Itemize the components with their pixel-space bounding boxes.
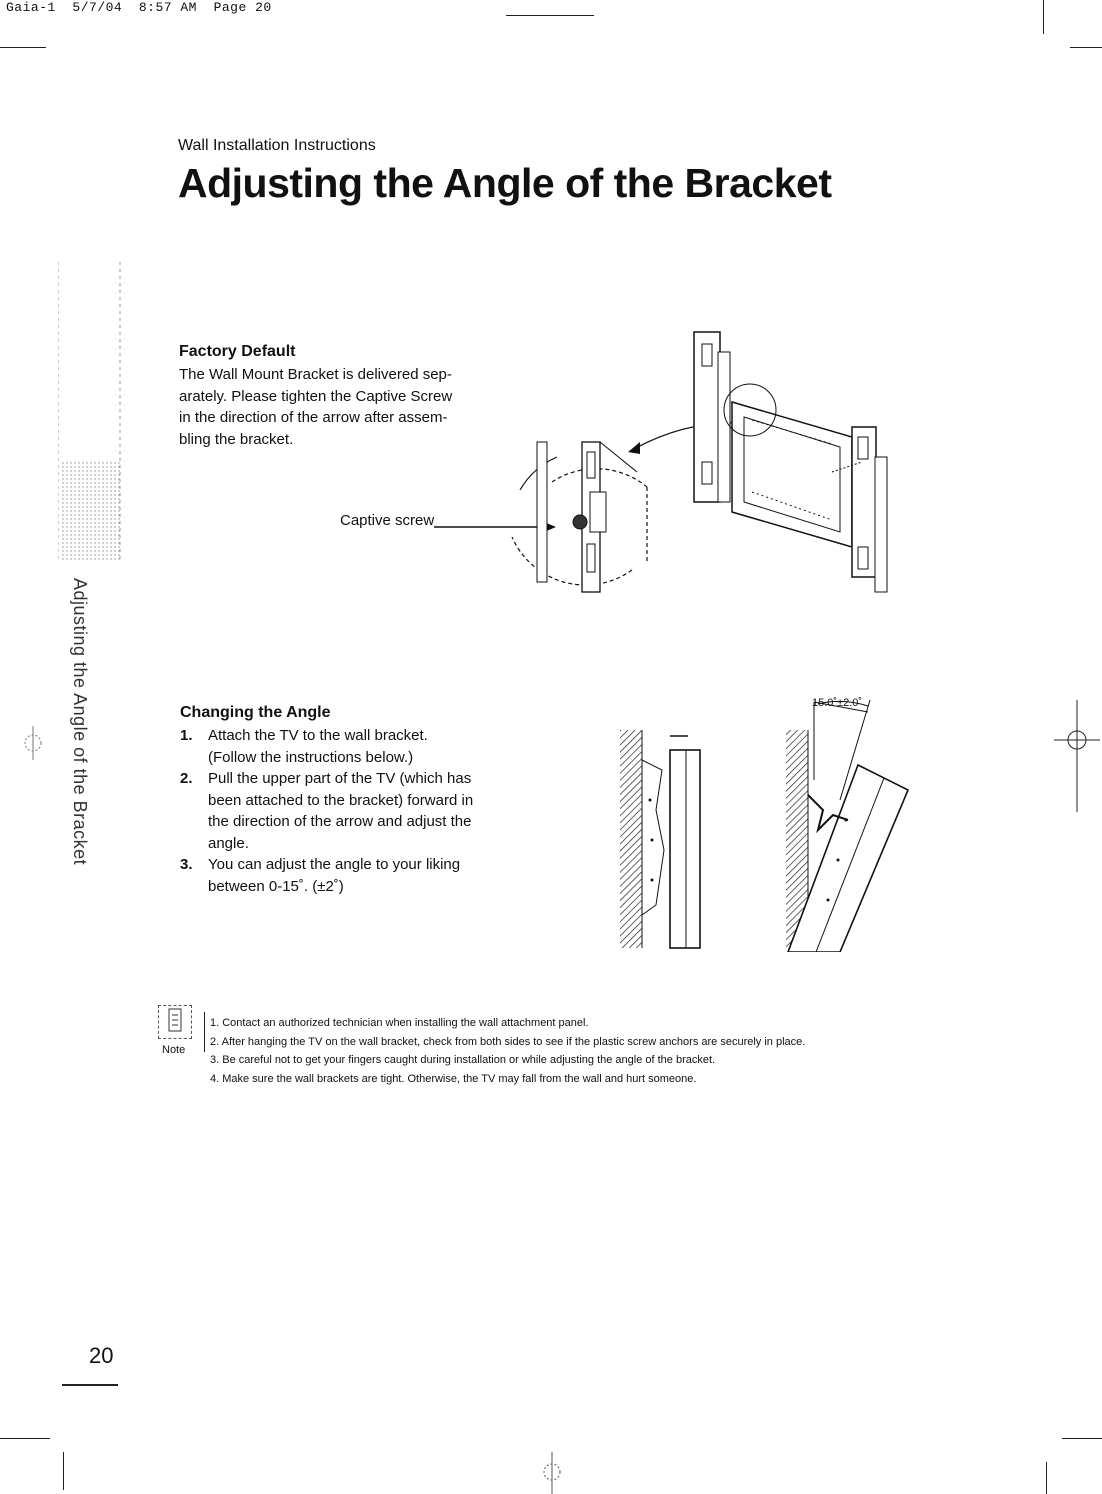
note-label: Note — [162, 1044, 186, 1056]
text-line: between 0-15˚. (±2˚) — [208, 877, 344, 895]
text-line: (Follow the instructions below.) — [208, 748, 414, 766]
changing-angle-heading: Changing the Angle — [180, 704, 331, 721]
note-divider — [204, 1012, 205, 1052]
text-line: You can adjust the angle to your liking — [208, 856, 461, 873]
section-kicker: Wall Installation Instructions — [178, 137, 376, 154]
crop-mark — [0, 1438, 50, 1439]
step-number: 2. — [180, 770, 193, 787]
list-item: 4. Make sure the wall brackets are tight. Otherwise, the TV may fall from the wall and hurt someone. — [210, 1072, 697, 1085]
list-item — [180, 854, 500, 897]
print-page: Page 20 — [213, 0, 272, 15]
registration-mark — [1054, 700, 1100, 812]
step-number: 3. — [180, 856, 193, 873]
side-tab-label: Adjusting the Angle of the Bracket — [70, 578, 90, 866]
registration-mark — [20, 718, 46, 768]
angle-illustration — [618, 690, 918, 952]
page-number: 20 — [89, 1343, 114, 1368]
text-line: arately. Please tighten the Captive Screw — [179, 387, 453, 405]
print-date: 5/7/04 — [72, 0, 123, 15]
text-line: The Wall Mount Bracket is delivered sep- — [179, 366, 452, 383]
print-file: Gaia-1 — [6, 0, 56, 15]
text-line: angle. — [208, 834, 249, 852]
angle-steps — [180, 725, 500, 897]
page-title: Adjusting the Angle of the Bracket — [178, 160, 832, 206]
page-number-rule — [62, 1384, 118, 1386]
text-line: the direction of the arrow and adjust the — [208, 813, 472, 830]
bracket-illustration — [432, 322, 902, 600]
text-line: been attached to the bracket) forward in — [208, 791, 474, 809]
list-item: 3. Be careful not to get your fingers caught during installation or while adjusting the angle of the bracket. — [210, 1054, 716, 1066]
crop-mark — [1070, 47, 1102, 48]
crop-mark — [1062, 1438, 1102, 1439]
crop-mark — [63, 1452, 64, 1490]
text-line: Attach the TV to the wall bracket. — [208, 727, 428, 744]
step-number: 1. — [180, 727, 193, 744]
list-item — [180, 725, 500, 768]
note-list — [210, 1014, 805, 1088]
factory-default-heading: Factory Default — [179, 343, 296, 360]
captive-screw-label: Captive screw — [340, 512, 435, 529]
crop-mark — [0, 47, 46, 48]
text-line: bling the bracket. — [179, 430, 294, 448]
registration-mark — [532, 1452, 572, 1494]
text-line: Pull the upper part of the TV (which has — [208, 770, 472, 787]
crop-mark — [506, 15, 594, 16]
note-icon-glyph — [164, 1007, 186, 1035]
text-line: in the direction of the arrow after assem- — [179, 409, 448, 426]
list-item: 2. After hanging the TV on the wall bracket, check from both sides to see if the plastic screw anchors are securely in place. — [210, 1035, 806, 1048]
print-header — [6, 0, 272, 15]
crop-mark — [1046, 1462, 1047, 1494]
crop-mark — [1043, 0, 1044, 34]
factory-default-text — [179, 364, 452, 450]
list-item — [180, 768, 500, 854]
angle-label: 15.0˚±2.0˚ — [812, 697, 863, 709]
list-item: 1. Contact an authorized technician when installing the wall attachment panel. — [210, 1017, 589, 1029]
print-time: 8:57 AM — [138, 0, 197, 15]
side-tab-decoration — [58, 262, 122, 562]
